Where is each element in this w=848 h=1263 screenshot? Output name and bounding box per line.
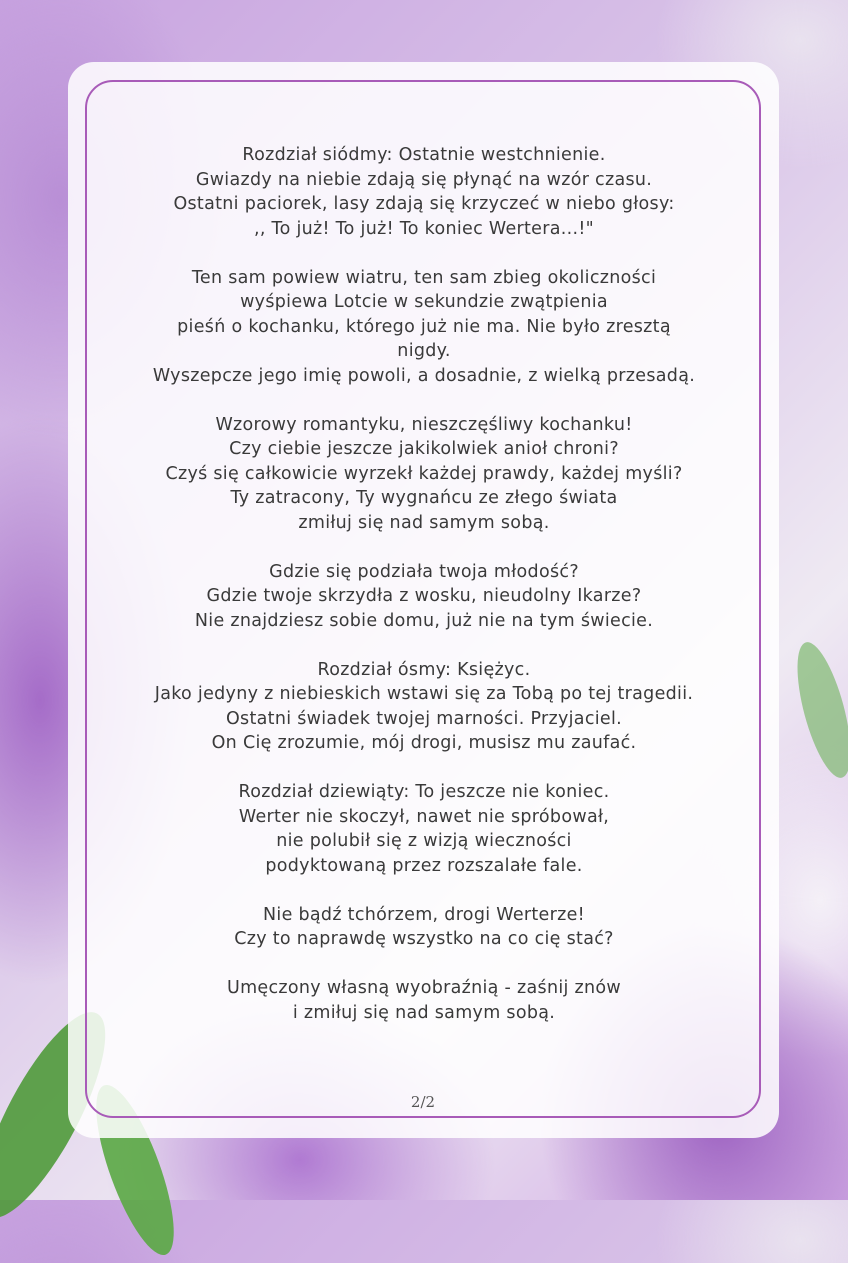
stanza bbox=[100, 658, 748, 756]
poem-line: pieśń o kochanku, którego już nie ma. Nie było zresztą bbox=[177, 316, 671, 337]
poem-line: Czyś się całkowicie wyrzekł każdej prawdy, każdej myśli? bbox=[165, 463, 683, 484]
poem-line: Nie znajdziesz sobie domu, już nie na tym świecie. bbox=[194, 610, 654, 631]
poem-line: Rozdział siódmy: Ostatnie westchnienie. bbox=[242, 145, 606, 165]
poem-line: Czy to naprawdę wszystko na co cię stać? bbox=[234, 929, 614, 949]
poem-line: Ostatni świadek twojej marności. Przyjaciel. bbox=[225, 708, 622, 729]
poem-line: ,, To już! To już! To koniec Wertera...!" bbox=[253, 218, 595, 239]
poem-line: zmiłuj się nad samym sobą. bbox=[298, 512, 550, 533]
stanza bbox=[100, 976, 748, 1025]
leaf-decoration bbox=[787, 637, 848, 783]
poem-line: Gdzie twoje skrzydła z wosku, nieudolny Ikarze? bbox=[206, 586, 642, 606]
page-number: 2/2 bbox=[410, 1093, 436, 1111]
poem-line: Wyszepcze jego imię powoli, a dosadnie, z wielką przesadą. bbox=[152, 365, 696, 386]
poem-line: podyktowaną przez rozszalałe fale. bbox=[265, 855, 583, 876]
poem-line: Umęczony własną wyobraźnią - zaśnij znów bbox=[226, 978, 622, 998]
stanza bbox=[100, 413, 748, 536]
poem-line: Ostatni paciorek, lasy zdają się krzyczeć w niebo głosy: bbox=[173, 194, 675, 214]
stanza bbox=[100, 143, 748, 241]
poem-line: Ten sam powiew wiatru, ten sam zbieg okoliczności bbox=[191, 267, 657, 288]
poem-line: Nie bądź tchórzem, drogi Werterze! bbox=[263, 904, 585, 925]
poem-line: Wzorowy romantyku, nieszczęśliwy kochanku! bbox=[215, 414, 633, 435]
poem-line: wyśpiewa Lotcie w sekundzie zwątpienia bbox=[240, 292, 608, 312]
poem-line: Rozdział ósmy: Księżyc. bbox=[317, 659, 531, 680]
poem-line: Werter nie skoczył, nawet nie spróbował, bbox=[238, 806, 610, 827]
stanza bbox=[100, 903, 748, 952]
poem-line: i zmiłuj się nad samym sobą. bbox=[292, 1002, 556, 1023]
poem-line: Gwiazdy na niebie zdają się płynąć na wzór czasu. bbox=[195, 169, 653, 190]
stanza bbox=[100, 780, 748, 878]
poem-line: Rozdział dziewiąty: To jeszcze nie koniec. bbox=[238, 782, 610, 802]
stanza bbox=[100, 266, 748, 389]
poem-line: Czy ciebie jeszcze jakikolwiek anioł chroni? bbox=[229, 439, 619, 459]
poem-line: Gdzie się podziała twoja młodość? bbox=[269, 561, 579, 582]
poem-line: Ty zatracony, Ty wygnańcu ze złego świata bbox=[230, 488, 618, 508]
poem-line: nigdy. bbox=[397, 341, 451, 361]
poem-line: Jako jedyny z niebieskich wstawi się za Tobą po tej tragedii. bbox=[154, 684, 694, 704]
poem-text bbox=[100, 143, 748, 1050]
stanza bbox=[100, 560, 748, 634]
poem-line: nie polubił się z wizją wieczności bbox=[276, 831, 572, 851]
poem-line: On Cię zrozumie, mój drogi, musisz mu zaufać. bbox=[211, 733, 637, 753]
